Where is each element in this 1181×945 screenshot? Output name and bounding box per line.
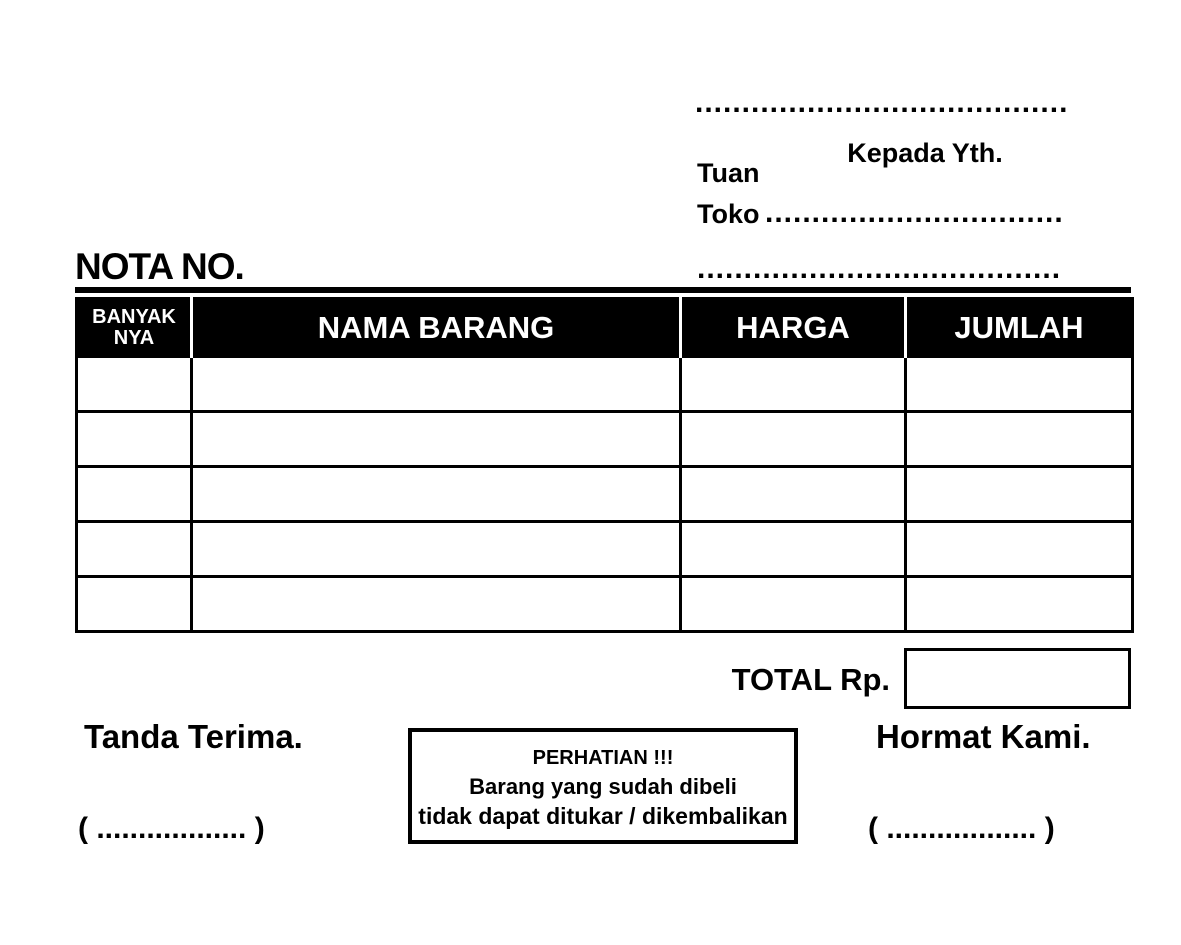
column-header-banyaknya (77, 299, 192, 357)
table-cell (77, 357, 192, 412)
table-cell (192, 577, 681, 632)
table-row (77, 577, 1133, 632)
notice-box (408, 728, 798, 844)
table-cell (906, 412, 1133, 467)
kepada-yth-label: Kepada Yth. (847, 138, 1003, 168)
dotted-line-bottom: ....................................... (697, 252, 1062, 285)
notice-line2: tidak dapat ditukar / dikembalikan (418, 802, 788, 829)
table-body (77, 357, 1133, 632)
table-row (77, 467, 1133, 522)
table-cell (192, 522, 681, 577)
table-cell (77, 577, 192, 632)
tanda-terima-label: Tanda Terima. (84, 718, 303, 755)
column-header-banyaknya-line1: BANYAK (92, 305, 176, 328)
column-header-banyaknya-line2: NYA (113, 326, 155, 349)
nota-no-label: NOTA NO. (75, 246, 244, 287)
table-cell (192, 357, 681, 412)
left-signature-line: ( .................. ) (78, 812, 265, 845)
table-cell (906, 357, 1133, 412)
table-row (77, 357, 1133, 412)
right-signature-line: ( .................. ) (868, 812, 1055, 845)
table-row (77, 522, 1133, 577)
table-header-row (77, 299, 1133, 357)
table-cell (192, 412, 681, 467)
table-cell (681, 577, 906, 632)
table-cell (681, 412, 906, 467)
table-cell (77, 522, 192, 577)
items-table-block (75, 287, 1131, 633)
table-cell (681, 467, 906, 522)
table-cell (906, 577, 1133, 632)
items-table (75, 297, 1134, 633)
table-cell (681, 357, 906, 412)
notice-title: PERHATIAN !!! (532, 747, 674, 769)
total-value-box (904, 648, 1131, 709)
table-cell (192, 467, 681, 522)
hormat-kami-label: Hormat Kami. (876, 718, 1091, 755)
table-row (77, 412, 1133, 467)
column-header-nama-barang: NAMA BARANG (192, 299, 681, 357)
tuan-label: Tuan (697, 158, 760, 188)
column-header-harga: HARGA (681, 299, 906, 357)
table-cell (906, 467, 1133, 522)
toko-dotted-line: ................................ (765, 196, 1064, 229)
notice-line1: Barang yang sudah dibeli (469, 774, 737, 799)
toko-label: Toko (697, 199, 760, 229)
table-cell (681, 522, 906, 577)
column-header-jumlah: JUMLAH (906, 299, 1133, 357)
table-cell (77, 412, 192, 467)
table-cell (906, 522, 1133, 577)
dotted-line-top: ........................................ (695, 86, 1069, 119)
table-cell (77, 467, 192, 522)
total-label: TOTAL Rp. (731, 662, 890, 697)
